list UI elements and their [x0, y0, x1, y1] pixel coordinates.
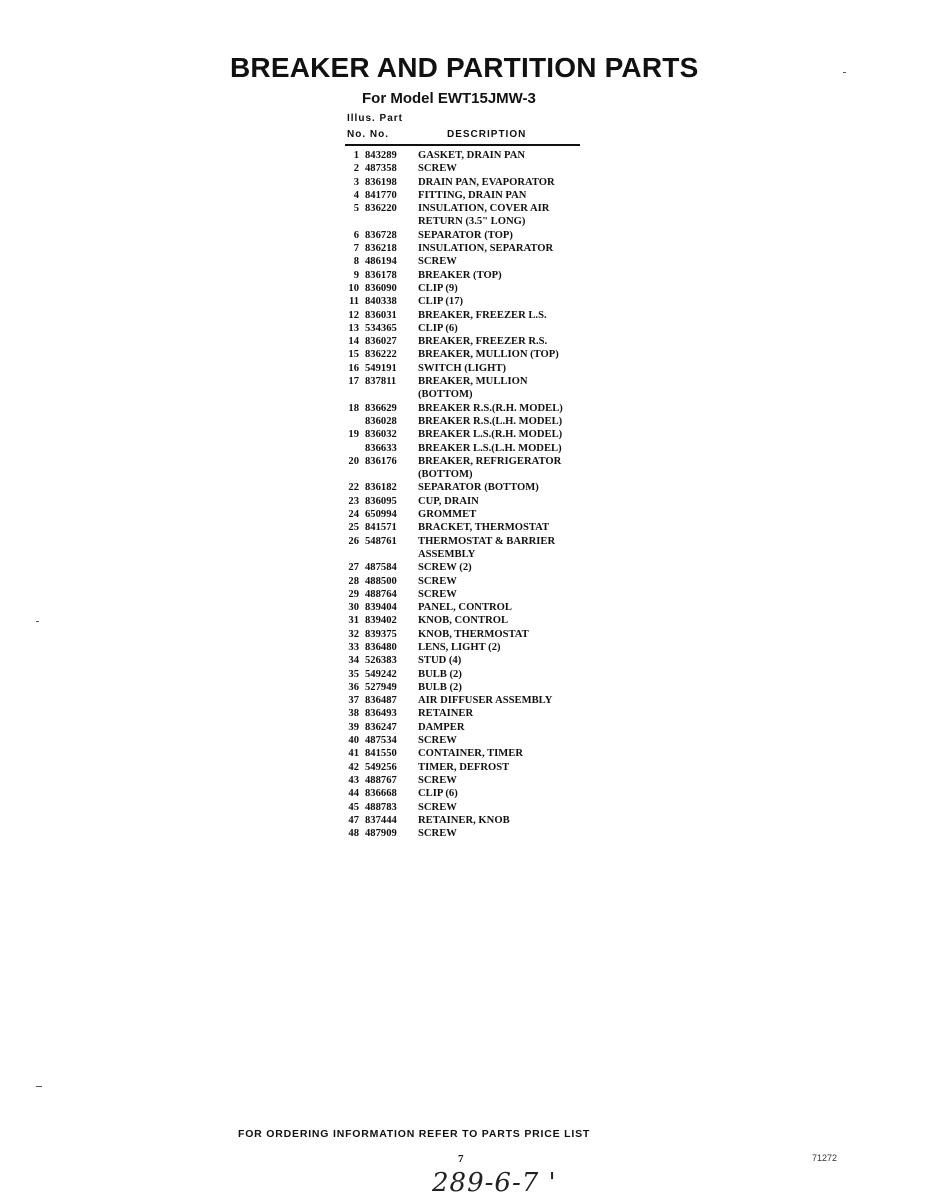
illus-number: 32: [348, 628, 359, 640]
table-row: [336, 787, 596, 800]
part-number: 837444: [365, 814, 397, 826]
illus-number: 2: [353, 163, 359, 175]
table-row: [336, 601, 596, 614]
part-description: SCREW: [418, 774, 457, 786]
part-description: CLIP (6): [418, 322, 458, 334]
table-row: [336, 428, 596, 441]
table-row: [336, 442, 596, 455]
part-description: BULB (2): [418, 668, 462, 680]
part-description: FITTING, DRAIN PAN: [418, 189, 527, 201]
part-number: 526383: [365, 655, 397, 667]
part-description: SCREW: [418, 801, 457, 813]
table-row: [336, 202, 596, 229]
illus-number: 18: [348, 402, 359, 414]
table-row: [336, 575, 596, 588]
part-description: BREAKER, REFRIGERATOR (BOTTOM): [418, 455, 562, 481]
illus-number: 14: [348, 336, 359, 348]
table-row: [336, 269, 596, 282]
part-number: 836728: [365, 229, 397, 241]
table-row: [336, 641, 596, 654]
column-header-illus-part: Illus. Part: [347, 113, 404, 124]
parts-list: [336, 149, 596, 840]
illus-number: 47: [348, 814, 359, 826]
part-number: 487584: [365, 562, 397, 574]
illus-number: 42: [348, 761, 359, 773]
column-header-no: No. No.: [347, 129, 389, 140]
table-row: [336, 588, 596, 601]
table-row: [336, 375, 596, 402]
illus-number: 9: [353, 269, 359, 281]
table-row: [336, 814, 596, 827]
part-number: 841550: [365, 748, 397, 760]
illus-number: 36: [348, 681, 359, 693]
illus-number: 34: [348, 655, 359, 667]
table-row: [336, 415, 596, 428]
part-description: CLIP (6): [418, 788, 458, 800]
column-header-description: DESCRIPTION: [447, 129, 527, 140]
part-description: BREAKER, FREEZER L.S.: [418, 309, 547, 321]
part-number: 836027: [365, 336, 397, 348]
illus-number: 10: [348, 282, 359, 294]
part-number: 836198: [365, 176, 397, 188]
illus-number: 43: [348, 774, 359, 786]
part-description: GROMMET: [418, 509, 477, 521]
part-description: SCREW: [418, 163, 457, 175]
table-row: [336, 495, 596, 508]
ordering-info-footer: FOR ORDERING INFORMATION REFER TO PARTS PRICE LIST: [238, 1128, 591, 1140]
part-number: 839375: [365, 628, 397, 640]
table-row: [336, 176, 596, 189]
part-description: KNOB, THERMOSTAT: [418, 628, 529, 640]
part-number: 840338: [365, 296, 397, 308]
scan-speck: [843, 72, 846, 73]
part-number: 836032: [365, 429, 397, 441]
part-description: CUP, DRAIN: [418, 495, 479, 507]
part-description: BREAKER L.S.(R.H. MODEL): [418, 429, 563, 441]
scan-speck: [36, 621, 39, 622]
part-description: SCREW (2): [418, 562, 472, 574]
illus-number: 27: [348, 562, 359, 574]
illus-number: 6: [353, 229, 359, 241]
part-description: INSULATION, COVER AIR RETURN (3.5" LONG): [418, 203, 550, 228]
illus-number: 29: [348, 588, 359, 600]
table-row: [336, 801, 596, 814]
illus-number: 40: [348, 735, 359, 747]
part-number: 836493: [365, 708, 397, 720]
illus-number: 39: [348, 721, 359, 733]
part-description: BULB (2): [418, 681, 462, 693]
illus-number: 33: [348, 641, 359, 653]
page-title: BREAKER AND PARTITION PARTS: [230, 52, 699, 83]
part-number: 836028: [365, 415, 397, 427]
part-description: RETAINER, KNOB: [418, 814, 510, 826]
illus-number: 48: [348, 828, 359, 840]
illus-number: 5: [353, 203, 359, 215]
illus-number: 12: [348, 309, 359, 321]
table-row: [336, 614, 596, 627]
illus-number: 37: [348, 695, 359, 707]
part-number: 836031: [365, 309, 397, 321]
illus-number: 1: [353, 150, 359, 161]
table-row: [336, 668, 596, 681]
part-number: 841571: [365, 522, 397, 534]
part-number: 488783: [365, 801, 397, 813]
part-number: 534365: [365, 322, 397, 334]
part-number: 487909: [365, 828, 397, 840]
part-description: SCREW: [418, 828, 457, 840]
part-number: 836222: [365, 349, 397, 361]
table-row: [336, 508, 596, 521]
part-description: SEPARATOR (BOTTOM): [418, 482, 539, 494]
part-number: 836090: [365, 282, 397, 294]
table-row: [336, 827, 596, 840]
table-row: [336, 481, 596, 494]
illus-number: 7: [353, 243, 359, 255]
illus-number: 3: [353, 176, 359, 188]
part-number: 837811: [365, 376, 397, 388]
illus-number: 24: [348, 509, 359, 521]
part-description: BREAKER R.S.(R.H. MODEL): [418, 402, 563, 414]
part-number: 836629: [365, 402, 397, 414]
illus-number: 26: [348, 535, 359, 547]
illus-number: 45: [348, 801, 359, 813]
table-row: [336, 681, 596, 694]
table-row: [336, 734, 596, 747]
illus-number: 22: [348, 482, 359, 494]
part-description: BREAKER (TOP): [418, 269, 502, 281]
illus-number: [336, 442, 365, 455]
part-number: 836218: [365, 243, 397, 255]
part-description: BREAKER, MULLION (BOTTOM): [418, 376, 528, 401]
part-number: 488500: [365, 575, 397, 587]
part-description: CLIP (9): [418, 282, 458, 294]
part-number: 836668: [365, 788, 397, 800]
part-description: BREAKER, MULLION (TOP): [418, 349, 559, 361]
part-number: 843289: [365, 150, 397, 161]
part-number: 549191: [365, 362, 397, 374]
part-number: 839402: [365, 615, 397, 627]
table-row: [336, 747, 596, 760]
illus-number: 31: [348, 615, 359, 627]
part-number: 836178: [365, 269, 397, 281]
illus-number: 11: [348, 296, 359, 308]
table-row: [336, 774, 596, 787]
table-row: [336, 162, 596, 175]
part-description: DAMPER: [418, 721, 465, 733]
scan-speck: [36, 1086, 42, 1087]
illus-number: 35: [348, 668, 359, 680]
part-number: 549256: [365, 761, 397, 773]
illus-number: 44: [348, 788, 359, 800]
table-row: [336, 255, 596, 268]
part-number: 836247: [365, 721, 397, 733]
part-description: KNOB, CONTROL: [418, 615, 509, 627]
table-row: [336, 282, 596, 295]
part-description: SCREW: [418, 588, 457, 600]
table-row: [336, 694, 596, 707]
part-description: BREAKER, FREEZER R.S.: [418, 336, 548, 348]
page-number: 7: [458, 1153, 464, 1165]
table-row: [336, 149, 596, 162]
illus-number: 13: [348, 322, 359, 334]
table-row: [336, 335, 596, 348]
part-description: BRACKET, THERMOSTAT: [418, 522, 550, 534]
part-number: 486194: [365, 256, 397, 268]
illus-number: 20: [348, 455, 359, 467]
part-number: 836633: [365, 442, 397, 454]
part-description: INSULATION, SEPARATOR: [418, 243, 554, 255]
document-code: 71272: [812, 1153, 838, 1163]
part-description: STUD (4): [418, 655, 462, 667]
illus-number: 17: [348, 376, 359, 388]
table-row: [336, 761, 596, 774]
part-number: 527949: [365, 681, 397, 693]
part-number: 836220: [365, 203, 397, 215]
illus-number: 38: [348, 708, 359, 720]
part-number: 650994: [365, 509, 397, 521]
part-number: 836182: [365, 482, 397, 494]
illus-number: 16: [348, 362, 359, 374]
table-row: [336, 455, 596, 482]
model-subtitle: For Model EWT15JMW-3: [362, 90, 536, 107]
table-row: [336, 362, 596, 375]
part-description: SWITCH (LIGHT): [418, 362, 507, 374]
part-description: SEPARATOR (TOP): [418, 229, 513, 241]
part-description: SCREW: [418, 735, 457, 747]
part-number: 487534: [365, 735, 397, 747]
part-description: CONTAINER, TIMER: [418, 748, 523, 760]
part-description: GASKET, DRAIN PAN: [418, 150, 526, 161]
illus-number: 28: [348, 575, 359, 587]
table-row: [336, 309, 596, 322]
illus-number: 41: [348, 748, 359, 760]
header-rule: [345, 144, 580, 146]
illus-number: 8: [353, 256, 359, 268]
part-description: BREAKER L.S.(L.H. MODEL): [418, 442, 562, 454]
illus-number: 30: [348, 602, 359, 614]
part-number: 488764: [365, 588, 397, 600]
illus-number: 15: [348, 349, 359, 361]
table-row: [336, 628, 596, 641]
part-number: 549242: [365, 668, 397, 680]
part-description: DRAIN PAN, EVAPORATOR: [418, 176, 555, 188]
table-row: [336, 561, 596, 574]
handwritten-note: 289-6-7 ': [432, 1168, 557, 1198]
part-number: 841770: [365, 189, 397, 201]
illus-number: [336, 415, 365, 428]
part-description: BREAKER R.S.(L.H. MODEL): [418, 415, 563, 427]
table-row: [336, 521, 596, 534]
table-row: [336, 654, 596, 667]
part-description: CLIP (17): [418, 296, 464, 308]
part-description: SCREW: [418, 256, 457, 268]
table-row: [336, 229, 596, 242]
part-description: PANEL, CONTROL: [418, 602, 512, 614]
table-row: [336, 707, 596, 720]
table-row: [336, 322, 596, 335]
part-number: 836176: [365, 455, 397, 467]
table-row: [336, 189, 596, 202]
part-number: 488767: [365, 774, 397, 786]
part-description: TIMER, DEFROST: [418, 761, 510, 773]
part-number: 836487: [365, 695, 397, 707]
part-number: 487358: [365, 163, 397, 175]
part-description: RETAINER: [418, 708, 474, 720]
table-row: [336, 535, 596, 562]
part-number: 548761: [365, 535, 397, 547]
part-number: 839404: [365, 602, 397, 614]
part-description: SCREW: [418, 575, 457, 587]
part-number: 836095: [365, 495, 397, 507]
part-description: THERMOSTAT & BARRIER ASSEMBLY: [418, 535, 556, 560]
part-description: LENS, LIGHT (2): [418, 641, 501, 653]
table-row: [336, 402, 596, 415]
table-row: [336, 295, 596, 308]
table-row: [336, 242, 596, 255]
part-number: 836480: [365, 641, 397, 653]
illus-number: 19: [348, 429, 359, 441]
table-row: [336, 348, 596, 361]
part-description: AIR DIFFUSER ASSEMBLY: [418, 695, 553, 707]
illus-number: 23: [348, 495, 359, 507]
table-row: [336, 721, 596, 734]
illus-number: 25: [348, 522, 359, 534]
illus-number: 4: [353, 189, 359, 201]
